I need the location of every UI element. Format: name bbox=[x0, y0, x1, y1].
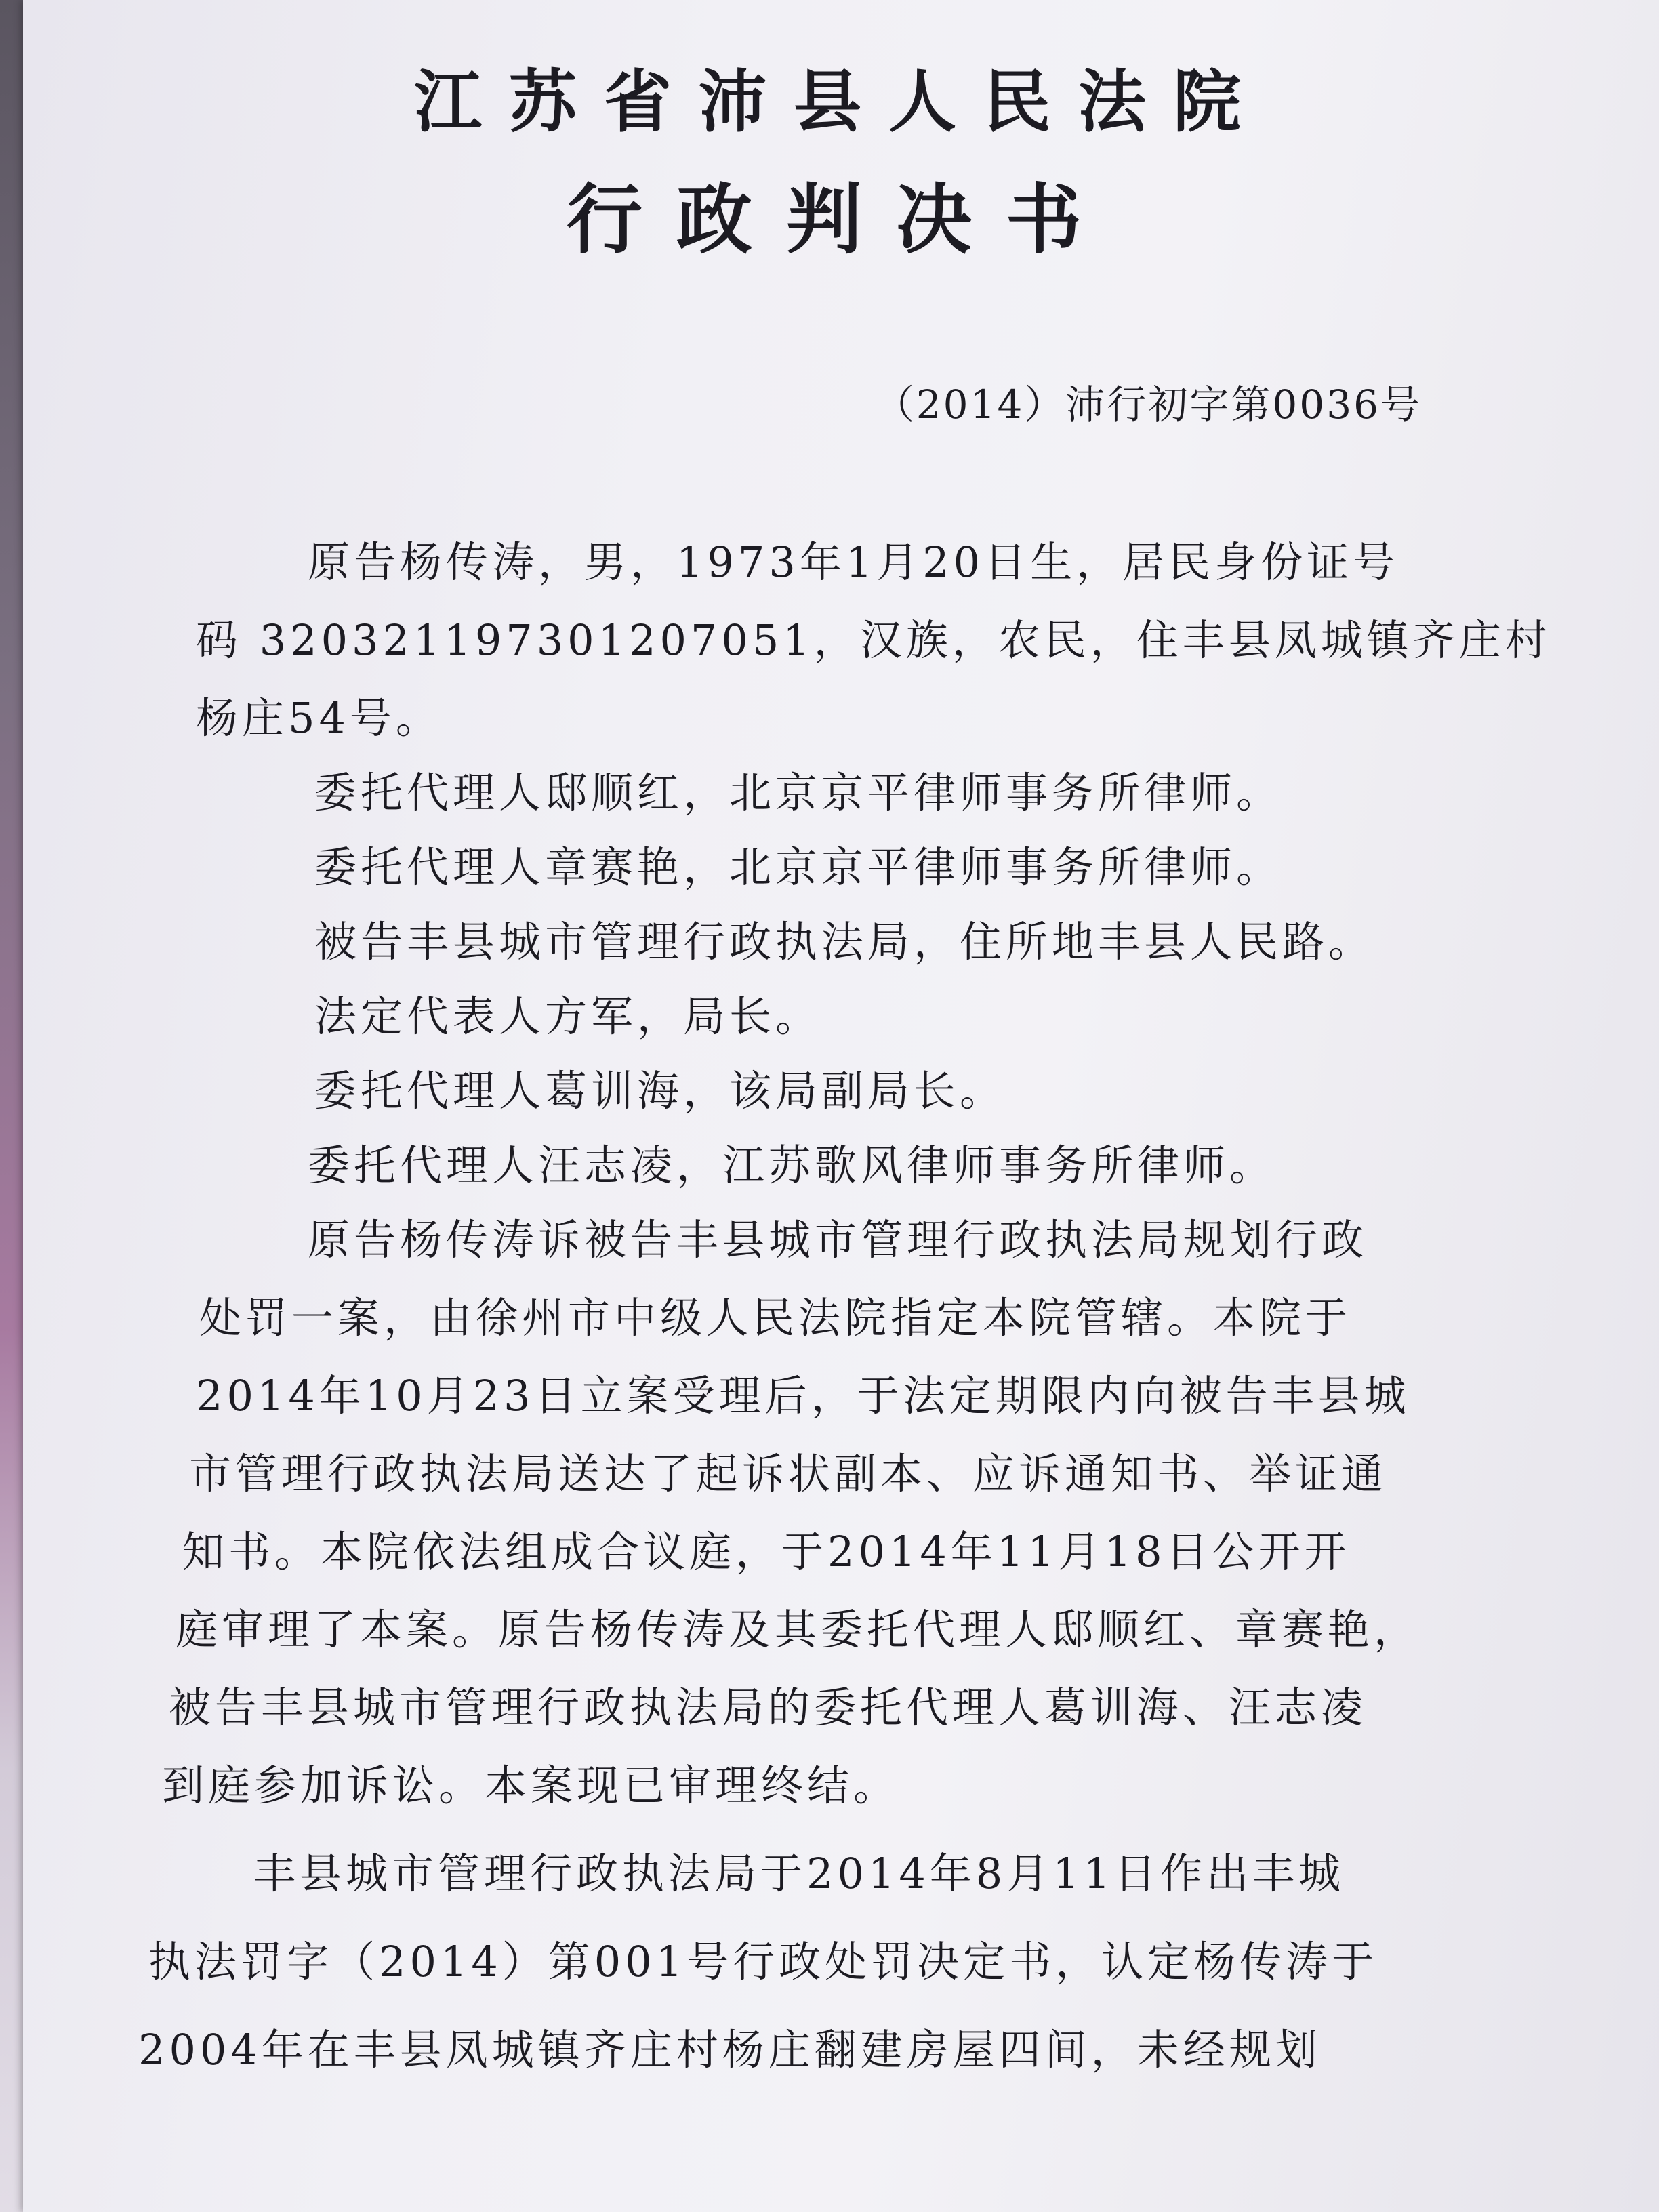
case-number: （2014）沛行初字第0036号 bbox=[874, 382, 1422, 428]
body-line: 2014年10月23日立案受理后，于法定期限内向被告丰县城 bbox=[196, 1371, 1410, 1420]
body-line: 委托代理人汪志凌，江苏歌风律师事务所律师。 bbox=[308, 1141, 1276, 1190]
body-line: 处罚一案，由徐州市中级人民法院指定本院管辖。本院于 bbox=[199, 1293, 1352, 1343]
document-title: 行政判决书 bbox=[567, 176, 1115, 264]
body-line: 丰县城市管理行政执法局于2014年8月11日作出丰城 bbox=[253, 1849, 1345, 1898]
body-line: 执法罚字（2014）第001号行政处罚决定书，认定杨传涛于 bbox=[148, 1937, 1378, 1986]
court-name: 江苏省沛县人民法院 bbox=[414, 62, 1268, 142]
body-line: 委托代理人邸顺红，北京京平律师事务所律师。 bbox=[314, 768, 1283, 817]
body-line: 到庭参加诉讼。本案现已审理终结。 bbox=[162, 1761, 900, 1810]
body-line: 2004年在丰县凤城镇齐庄村杨庄翻建房屋四间，未经规划 bbox=[138, 2025, 1322, 2074]
body-line: 市管理行政执法局送达了起诉状副本、应诉通知书、举证通 bbox=[189, 1449, 1388, 1498]
body-line: 被告丰县城市管理行政执法局，住所地丰县人民路。 bbox=[314, 917, 1375, 966]
body-line: 原告杨传涛，男，1973年1月20日生，居民身份证号 bbox=[308, 537, 1399, 587]
body-line: 知书。本院依法组成合议庭，于2014年11月18日公开开 bbox=[182, 1527, 1351, 1576]
body-line: 杨庄54号。 bbox=[196, 693, 442, 743]
body-line: 委托代理人葛训海，该局副局长。 bbox=[314, 1066, 1006, 1115]
body-line: 委托代理人章赛艳，北京京平律师事务所律师。 bbox=[314, 842, 1283, 892]
body-line: 被告丰县城市管理行政执法局的委托代理人葛训海、汪志凌 bbox=[169, 1683, 1368, 1732]
body-line: 法定代表人方军，局长。 bbox=[314, 991, 822, 1041]
body-line: 原告杨传涛诉被告丰县城市管理行政执法局规划行政 bbox=[308, 1215, 1368, 1265]
body-line: 码 320321197301207051，汉族，农民，住丰县凤城镇齐庄村 bbox=[196, 615, 1551, 665]
document-page bbox=[23, 0, 1659, 2212]
body-line: 庭审理了本案。原告杨传涛及其委托代理人邸顺红、章赛艳， bbox=[176, 1605, 1420, 1654]
